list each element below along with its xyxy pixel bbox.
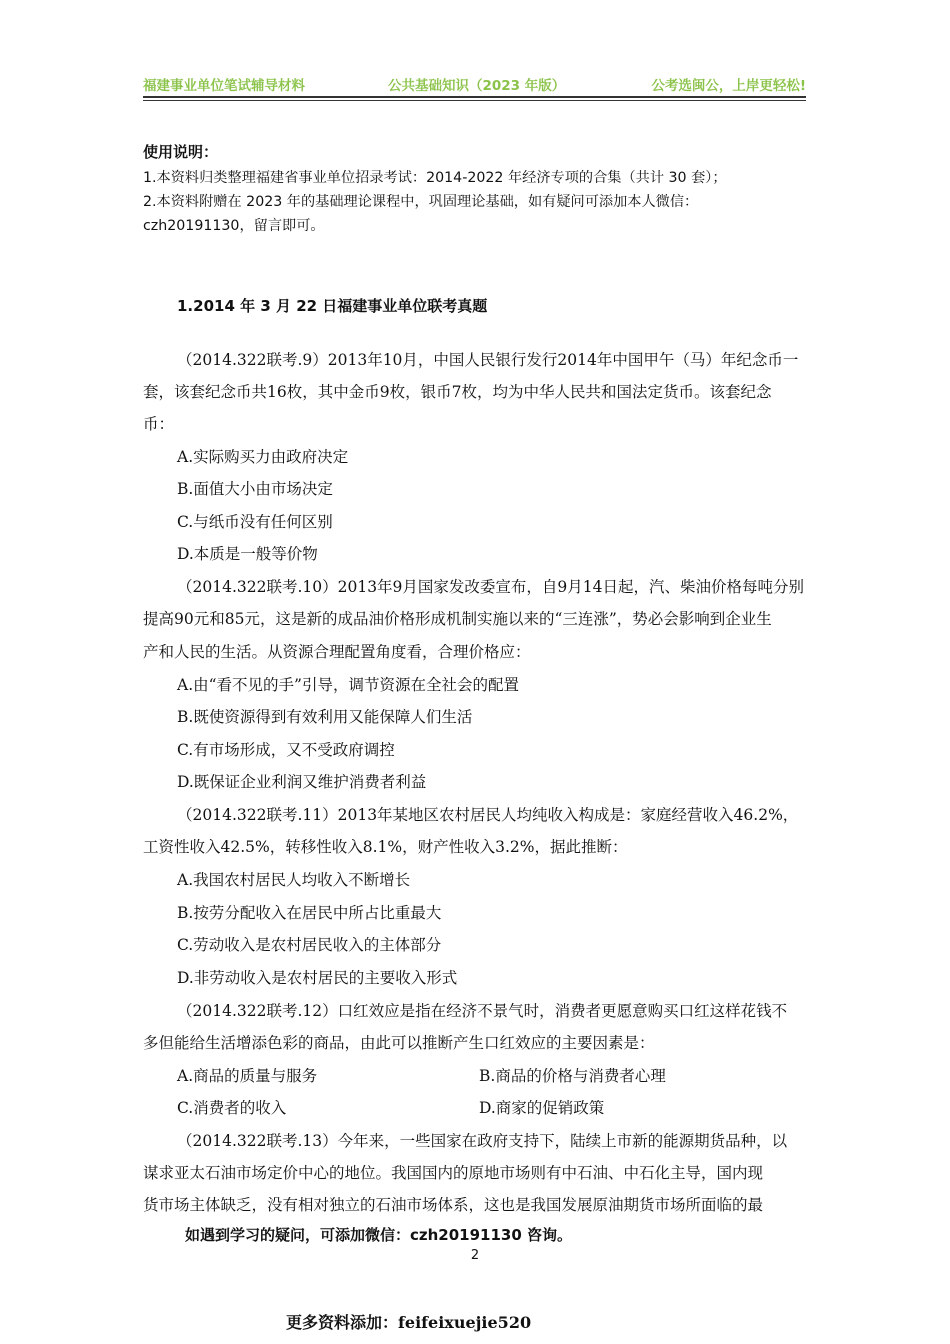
instructions-title: 使用说明： <box>143 143 219 161</box>
option: D.本质是一般等价物 <box>177 545 318 563</box>
question-line: 币： <box>143 415 175 433</box>
option: C.消费者的收入 <box>177 1099 287 1117</box>
instructions-line-1: 1.本资料归类整理福建省事业单位招录考试：2014-2022 年经济专项的合集（共计 30 套）； <box>143 170 727 186</box>
option: B.既使资源得到有效利用又能保障人们生活 <box>177 708 473 726</box>
question-line: （2014.322联考.10）2013年9月国家发改委宣布，自9月14日起，汽、柴油价格每吨分别 <box>177 578 805 596</box>
question-line: （2014.322联考.11）2013年某地区农村居民人均纯收入构成是：家庭经营收入46.2%， <box>177 806 799 824</box>
section-title: 1.2014 年 3 月 22 日福建事业单位联考真题 <box>177 297 488 315</box>
footer-note: 更多资料添加：feifeixuejie520 <box>286 1313 532 1332</box>
option: D.商家的促销政策 <box>479 1099 605 1117</box>
option: C.有市场形成，又不受政府调控 <box>177 741 395 759</box>
option: B.商品的价格与消费者心理 <box>479 1067 666 1085</box>
question-line: 货市场主体缺乏，没有相对独立的石油市场体系，这也是我国发展原油期货市场所面临的最 <box>143 1196 764 1214</box>
header-divider-thin <box>143 100 806 101</box>
question-line: （2014.322联考.12）口红效应是指在经济不景气时，消费者更愿意购买口红这样花钱不 <box>177 1002 788 1020</box>
question-line: 工资性收入42.5%，转移性收入8.1%，财产性收入3.2%，据此推断： <box>143 838 628 856</box>
question-line: （2014.322联考.13）今年来，一些国家在政府支持下，陆续上市新的能源期货品种，以 <box>177 1132 788 1150</box>
option: A.实际购买力由政府决定 <box>177 448 349 466</box>
header-divider <box>143 96 806 98</box>
page-header <box>143 72 806 94</box>
option: D.非劳动收入是农村居民的主要收入形式 <box>177 969 458 987</box>
option: C.劳动收入是农村居民收入的主体部分 <box>177 936 442 954</box>
question-line: （2014.322联考.9）2013年10月，中国人民银行发行2014年中国甲午（马）年纪念币一 <box>177 351 799 369</box>
question-line: 谋求亚太石油市场定价中心的地位。我国国内的原地市场则有中石油、中石化主导，国内现 <box>143 1164 764 1182</box>
header-left: 福建事业单位笔试辅导材料 <box>143 78 305 94</box>
instructions-line-2: 2.本资料附赠在 2023 年的基础理论课程中，巩固理论基础，如有疑问可添加本人微信： <box>143 194 699 210</box>
option: A.商品的质量与服务 <box>177 1067 318 1085</box>
consult-note: 如遇到学习的疑问，可添加微信：czh20191130 咨询。 <box>185 1226 573 1244</box>
option: B.面值大小由市场决定 <box>177 480 333 498</box>
question-line: 提高90元和85元，这是新的成品油价格形成机制实施以来的“三连涨”，势必会影响到企业生 <box>143 610 772 628</box>
question-line: 产和人民的生活。从资源合理配置角度看，合理价格应： <box>143 643 531 661</box>
option: A.由“看不见的手”引导，调节资源在全社会的配置 <box>177 676 519 694</box>
page-number: 2 <box>470 1248 480 1263</box>
option: B.按劳分配收入在居民中所占比重最大 <box>177 904 442 922</box>
question-line: 套，该套纪念币共16枚，其中金币9枚，银币7枚，均为中华人民共和国法定货币。该套纪念 <box>143 383 772 401</box>
instructions-line-3: czh20191130，留言即可。 <box>143 218 325 234</box>
option: C.与纸币没有任何区别 <box>177 513 333 531</box>
header-right: 公考选闽公，上岸更轻松! <box>651 78 806 94</box>
option: D.既保证企业利润又维护消费者利益 <box>177 773 427 791</box>
header-center: 公共基础知识（2023 年版） <box>388 78 566 94</box>
option: A.我国农村居民人均收入不断增长 <box>177 871 411 889</box>
question-line: 多但能给生活增添色彩的商品，由此可以推断产生口红效应的主要因素是： <box>143 1034 655 1052</box>
